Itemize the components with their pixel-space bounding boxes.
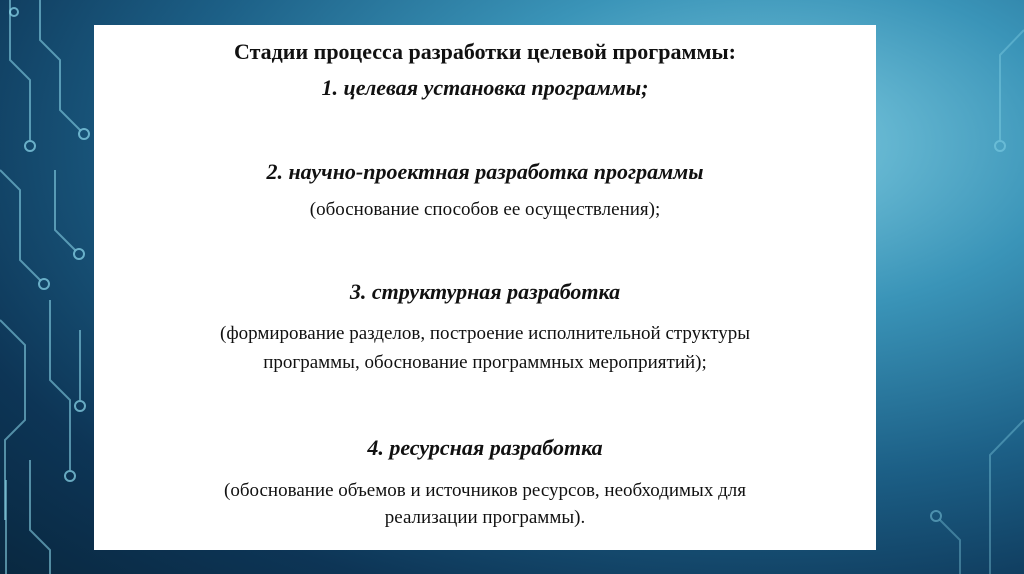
- slide-title: Стадии процесса разработки целевой программы:: [233, 39, 737, 64]
- stage-3-note-line-1: (формирование разделов, построение исполнительной структуры: [220, 323, 750, 344]
- stage-4-label: 4. ресурсная разработка: [367, 435, 603, 460]
- slide-content-panel: [94, 25, 876, 550]
- stage-3-label: 3. структурная разработка: [349, 279, 621, 304]
- stage-4-note-line-1: (обоснование объемов и источников ресурсов, необходимых для: [224, 480, 746, 501]
- stage-2-note: (обоснование способов ее осуществления);: [309, 199, 661, 220]
- stage-2-label: 2. научно-проектная разработка программы: [266, 159, 704, 184]
- stage-4-note-line-2: реализации программы).: [384, 507, 586, 528]
- stage-1-label: 1. целевая установка программы;: [321, 75, 649, 100]
- stage-3-note-line-2: программы, обоснование программных мероприятий);: [263, 352, 707, 373]
